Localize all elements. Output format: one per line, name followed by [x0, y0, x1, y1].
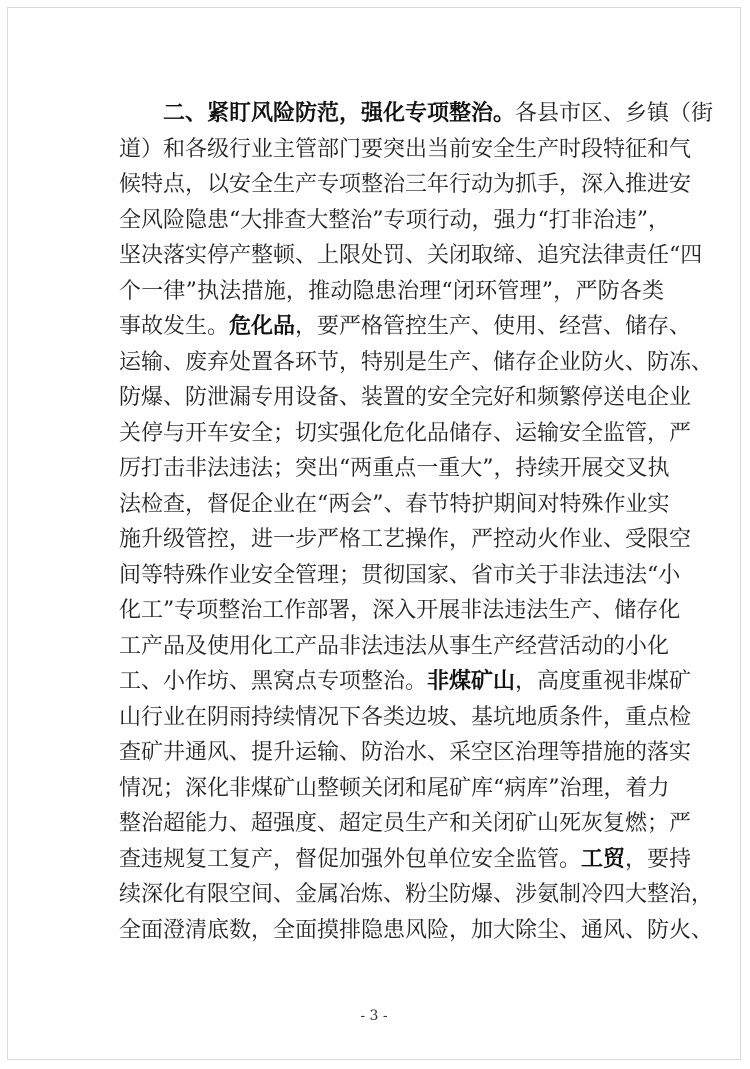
body-text-segment: 法检查，督促企业在“两会”、春节特护期间对特殊作业实 — [119, 491, 670, 517]
body-text-segment: 间等特殊作业安全管理；贯彻国家、省市关于非法违法“小 — [119, 562, 681, 588]
text-line — [119, 167, 692, 203]
bold-heading-text: 二、紧盯风险防范，强化专项整治。 — [163, 100, 516, 126]
body-text-segment: 全面澄清底数，全面摸排隐患风险，加大除尘、通风、防火、 — [119, 917, 714, 943]
body-text-segment: 全风险隐患“大排查大整治”专项行动，强力“打非治违”， — [119, 207, 670, 233]
body-text-segment: 查矿井通风、提升运输、防治水、采空区治理等措施的落实 — [119, 740, 692, 765]
body-text-segment: ，要持 — [625, 846, 692, 872]
text-line — [119, 913, 714, 949]
text-line — [119, 203, 670, 239]
body-text-segment: 候特点，以安全生产专项整治三年行动为抓手，深入推进安 — [119, 172, 692, 197]
text-line — [119, 771, 670, 807]
text-line — [119, 487, 670, 523]
body-text-segment: 整治超能力、超强度、超定员生产和关闭矿山死灰复燃；严 — [119, 811, 692, 836]
body-text-segment: 续深化有限空间、金属冶炼、粉尘防爆、涉氨制冷四大整治， — [119, 882, 714, 907]
body-text-segment: 厉打击非法违法；突出“两重点一重大”，持续开展交叉执 — [119, 456, 670, 481]
bold-heading-text: 工贸 — [581, 845, 626, 872]
body-text-segment: 情况；深化非煤矿山整顿关闭和尾矿库“病库”治理，着力 — [119, 775, 670, 801]
body-text-segment: ，高度重视非煤矿 — [515, 669, 692, 694]
text-line — [119, 238, 703, 274]
body-text-segment: 施升级管控，进一步严格工艺操作，严控动火作业、受限空 — [119, 527, 692, 552]
text-line — [119, 558, 681, 594]
body-text-segment: 查违规复工复产，督促加强外包单位安全监管。 — [119, 846, 582, 872]
text-line — [119, 842, 692, 878]
body-text — [119, 96, 714, 948]
text-line — [119, 735, 692, 771]
text-line — [119, 806, 692, 842]
body-text-segment: 化工”专项整治工作部署，深入开展非法违法生产、储存化 — [119, 598, 681, 623]
body-text-segment: 防爆、防泄漏专用设备、装置的安全完好和频繁停送电企业 — [119, 385, 692, 410]
body-text-segment: 山行业在阴雨持续情况下各类边坡、基坑地质条件，重点检 — [119, 704, 692, 730]
body-text-segment: 个一律”执法措施，推动隐患治理“闭环管理”，严防各类 — [119, 278, 664, 304]
bold-heading-text: 非煤矿山 — [427, 668, 516, 694]
text-line — [119, 522, 692, 558]
body-text-segment: 坚决落实停产整顿、上限处罚、关闭取缔、追究法律责任“四 — [119, 243, 703, 268]
body-text-segment: 关停与开车安全；切实强化危化品储存、运输安全监管，严 — [119, 420, 692, 446]
text-line — [119, 274, 664, 310]
body-text-segment: ，要严格管控生产、使用、经营、储存、 — [295, 314, 692, 339]
page-number: - 3 - — [360, 1008, 388, 1024]
text-line — [119, 309, 692, 345]
text-line — [119, 96, 714, 132]
text-line — [119, 593, 681, 629]
text-line — [119, 345, 714, 381]
text-line — [119, 451, 670, 487]
text-line — [119, 629, 670, 665]
body-text-segment: 运输、废弃处置各环节，特别是生产、储存企业防火、防冻、 — [119, 349, 714, 375]
text-line — [119, 380, 692, 416]
body-text-segment: 工、小作坊、黑窝点专项整治。 — [119, 669, 428, 694]
body-text-segment: 工产品及使用化工产品非法违法从事生产经营活动的小化 — [119, 633, 670, 659]
text-line — [119, 132, 692, 168]
body-text-segment: 事故发生。 — [119, 314, 230, 339]
text-line — [119, 416, 692, 452]
document-page — [7, 7, 741, 1060]
body-text-segment: 道）和各级行业主管部门要突出当前安全生产时段特征和气 — [119, 136, 692, 162]
text-line — [119, 664, 692, 700]
text-line — [119, 877, 714, 913]
text-line — [119, 700, 692, 736]
bold-heading-text: 危化品 — [229, 313, 296, 339]
body-text-segment: 各县市区、乡镇（街 — [515, 101, 714, 126]
